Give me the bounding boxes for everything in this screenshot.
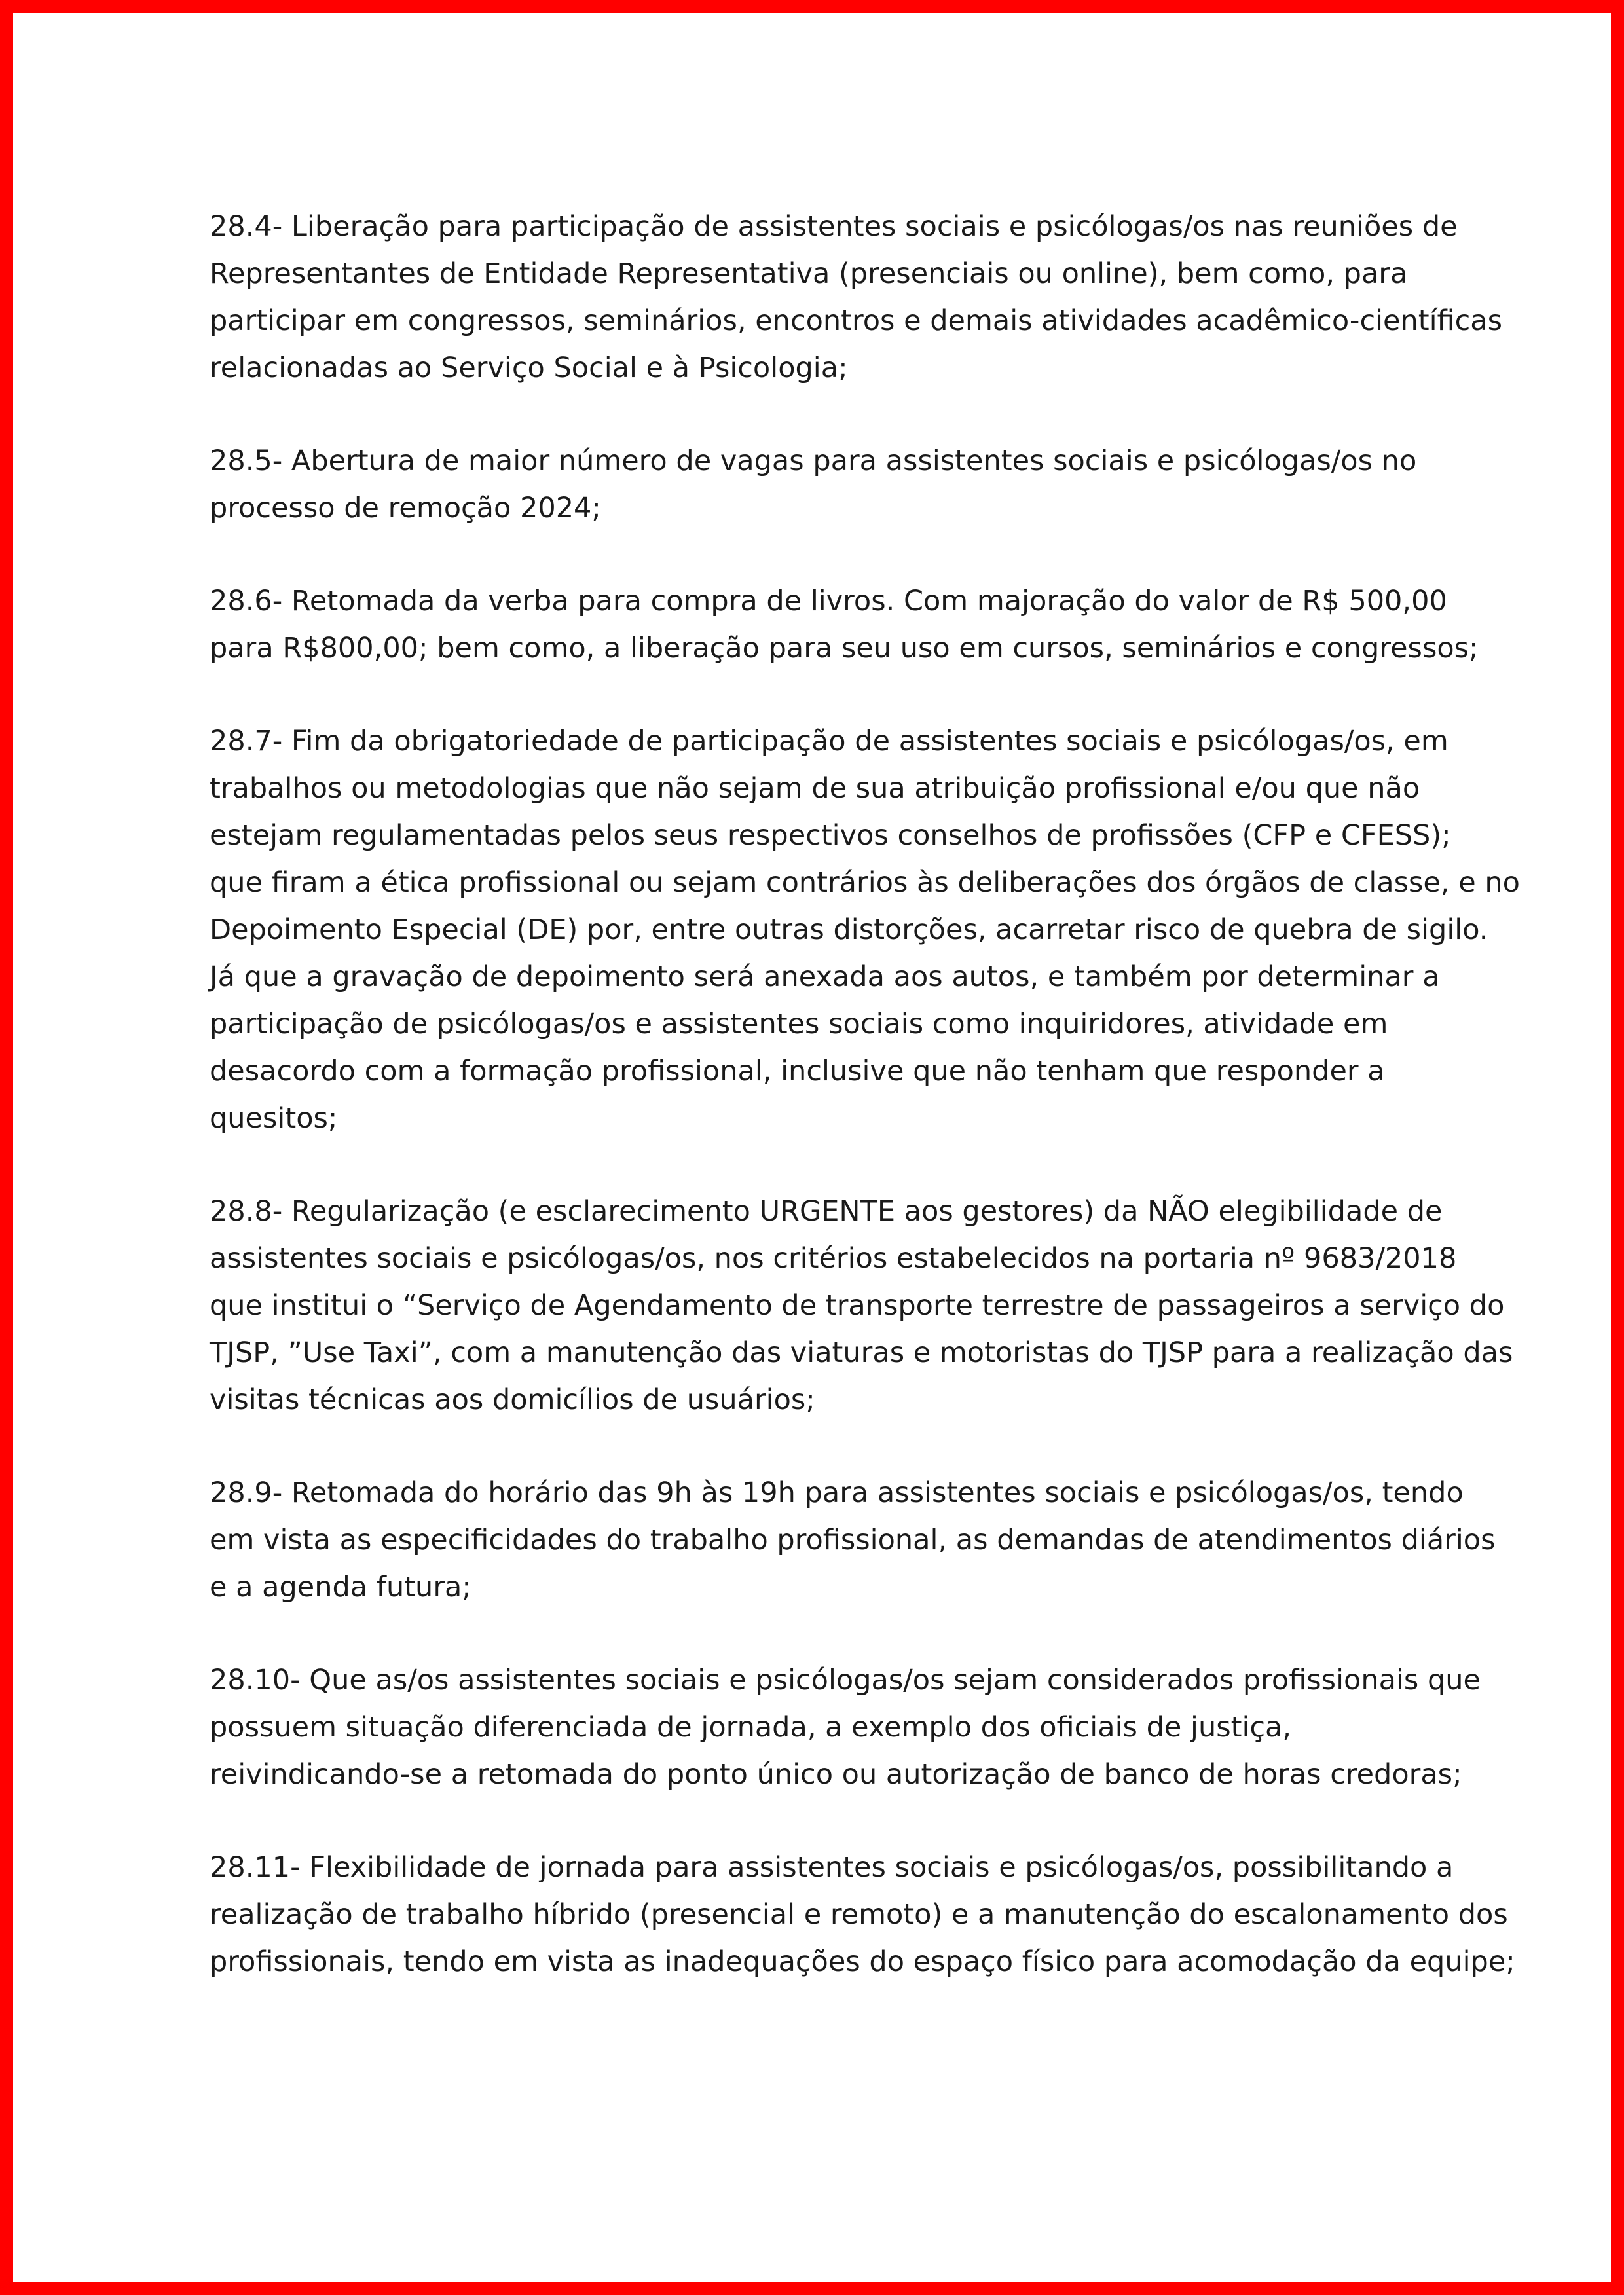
text-line: para R$800,00; bem como, a liberação para seu uso em cursos, seminários e congressos; bbox=[210, 632, 1479, 665]
text-line: Depoimento Especial (DE) por, entre outras distorções, acarretar risco de quebra de sigilo. bbox=[210, 913, 1488, 946]
text-line: profissionais, tendo em vista as inadequações do espaço físico para acomodação da equipe; bbox=[210, 1945, 1515, 1978]
text-line: relacionadas ao Serviço Social e à Psicologia; bbox=[210, 352, 848, 384]
text-line: 28.11- Flexibilidade de jornada para assistentes sociais e psicólogas/os, possibilitando a bbox=[210, 1851, 1454, 1884]
text-line: estejam regulamentadas pelos seus respectivos conselhos de profissões (CFP e CFESS); bbox=[210, 819, 1451, 852]
paragraph-28-5 bbox=[210, 437, 1454, 532]
text-line: Representantes de Entidade Representativa (presenciais ou online), bem como, para bbox=[210, 257, 1408, 290]
text-line: 28.9- Retomada do horário das 9h às 19h para assistentes sociais e psicólogas/os, tendo bbox=[210, 1477, 1464, 1509]
text-line: 28.7- Fim da obrigatoriedade de participação de assistentes sociais e psicólogas/os, em bbox=[210, 725, 1449, 758]
text-line: participar em congressos, seminários, encontros e demais atividades acadêmico-científicas bbox=[210, 304, 1503, 337]
text-line: TJSP, ”Use Taxi”, com a manutenção das viaturas e motoristas do TJSP para a realização das bbox=[210, 1336, 1513, 1369]
paragraph-28-7 bbox=[210, 718, 1520, 1142]
text-line: visitas técnicas aos domicílios de usuários; bbox=[210, 1384, 815, 1416]
text-line: assistentes sociais e psicólogas/os, nos critérios estabelecidos na portaria nº 9683/2018 bbox=[210, 1242, 1457, 1275]
paragraph-28-4 bbox=[210, 203, 1503, 392]
text-line: trabalhos ou metodologias que não sejam de sua atribuição profissional e/ou que não bbox=[210, 772, 1420, 805]
text-line: 28.5- Abertura de maior número de vagas para assistentes sociais e psicólogas/os no bbox=[210, 445, 1417, 477]
paragraph-28-6 bbox=[210, 578, 1479, 672]
text-line: quesitos; bbox=[210, 1102, 338, 1135]
text-line: 28.10- Que as/os assistentes sociais e psicólogas/os sejam considerados profissionais que bbox=[210, 1664, 1481, 1697]
text-line: reivindicando-se a retomada do ponto único ou autorização de banco de horas credoras; bbox=[210, 1758, 1462, 1791]
text-line: desacordo com a formação profissional, inclusive que não tenham que responder a bbox=[210, 1055, 1385, 1088]
text-line: 28.6- Retomada da verba para compra de livros. Com majoração do valor de R$ 500,00 bbox=[210, 585, 1447, 617]
text-line: em vista as especificidades do trabalho profissional, as demandas de atendimentos diários bbox=[210, 1524, 1496, 1556]
text-line: Já que a gravação de depoimento será anexada aos autos, e também por determinar a bbox=[210, 961, 1440, 993]
paragraph-28-9 bbox=[210, 1469, 1496, 1611]
text-line: 28.8- Regularização (e esclarecimento URGENTE aos gestores) da NÃO elegibilidade de bbox=[210, 1195, 1443, 1228]
paragraph-28-11 bbox=[210, 1844, 1515, 1985]
text-line: realização de trabalho híbrido (presencial e remoto) e a manutenção do escalonamento dos bbox=[210, 1898, 1508, 1931]
text-line: possuem situação diferenciada de jornada, a exemplo dos oficiais de justiça, bbox=[210, 1711, 1292, 1744]
text-line: participação de psicólogas/os e assistentes sociais como inquiridores, atividade em bbox=[210, 1008, 1388, 1040]
text-line: que firam a ética profissional ou sejam contrários às deliberações dos órgãos de classe, e no bbox=[210, 866, 1520, 899]
document-body bbox=[210, 203, 1520, 2031]
text-line: e a agenda futura; bbox=[210, 1571, 471, 1604]
text-line: que institui o “Serviço de Agendamento de transporte terrestre de passageiros a serviço do bbox=[210, 1289, 1505, 1322]
text-line: processo de remoção 2024; bbox=[210, 492, 601, 524]
paragraph-28-8 bbox=[210, 1188, 1513, 1423]
paragraph-28-10 bbox=[210, 1657, 1481, 1798]
text-line: 28.4- Liberação para participação de assistentes sociais e psicólogas/os nas reuniões de bbox=[210, 210, 1458, 243]
